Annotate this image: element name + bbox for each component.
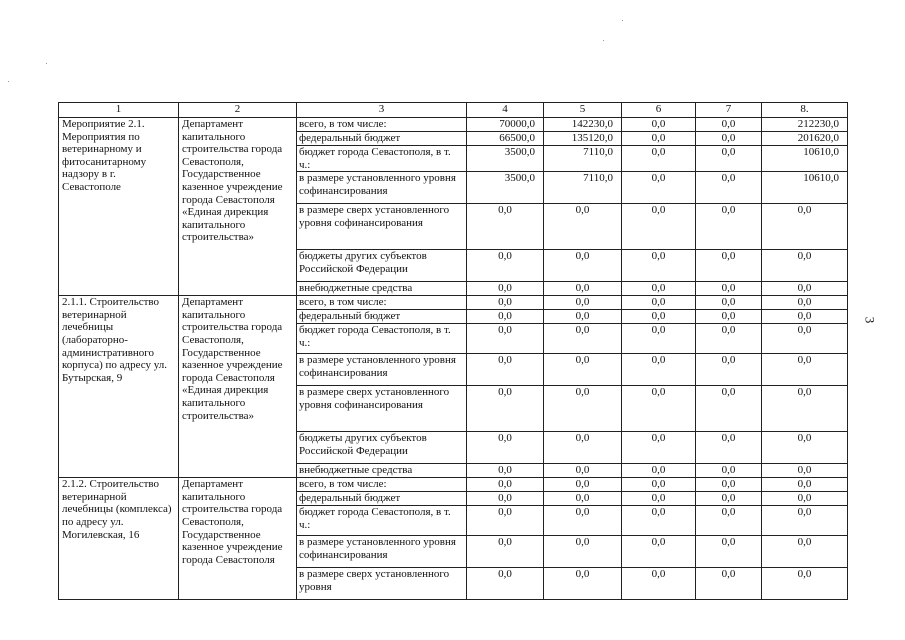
value-cell: 0,0 <box>696 492 762 506</box>
value-cell: 0,0 <box>696 118 762 132</box>
value-cell: 212230,0 <box>762 118 848 132</box>
value-cell: 0,0 <box>622 310 696 324</box>
value-cell: 0,0 <box>762 204 848 250</box>
funding-source-cell: всего, в том числе: <box>297 118 467 132</box>
value-cell: 0,0 <box>762 282 848 296</box>
header-cell: 3 <box>297 103 467 118</box>
value-cell: 0,0 <box>622 324 696 354</box>
value-cell: 0,0 <box>696 146 762 172</box>
table-row <box>59 296 848 310</box>
value-cell: 0,0 <box>696 478 762 492</box>
value-cell: 0,0 <box>622 386 696 432</box>
value-cell: 0,0 <box>762 536 848 568</box>
funding-source-cell: внебюджетные средства <box>297 282 467 296</box>
value-cell: 0,0 <box>467 324 544 354</box>
value-cell: 0,0 <box>762 478 848 492</box>
measure-cell: 2.1.2. Строительство ветеринарной лечебницы (комплекса) по адресу ул. Могилевская, 16 <box>59 478 179 600</box>
funding-source-cell: бюджеты других субъектов Российской Федерации <box>297 250 467 282</box>
funding-source-cell: федеральный бюджет <box>297 132 467 146</box>
funding-source-cell: в размере сверх установленного уровня софинансирования <box>297 386 467 432</box>
page-number: 3 <box>862 316 878 324</box>
value-cell: 0,0 <box>622 118 696 132</box>
funding-source-cell: в размере сверх установленного уровня <box>297 568 467 600</box>
value-cell: 0,0 <box>622 478 696 492</box>
value-cell: 142230,0 <box>544 118 622 132</box>
value-cell: 0,0 <box>622 432 696 464</box>
value-cell: 0,0 <box>467 464 544 478</box>
funding-source-cell: федеральный бюджет <box>297 492 467 506</box>
value-cell: 7110,0 <box>544 172 622 204</box>
value-cell: 0,0 <box>622 204 696 250</box>
value-cell: 0,0 <box>622 132 696 146</box>
value-cell: 135120,0 <box>544 132 622 146</box>
value-cell: 0,0 <box>622 354 696 386</box>
funding-source-cell: в размере установленного уровня софинансирования <box>297 172 467 204</box>
value-cell: 0,0 <box>622 492 696 506</box>
header-cell: 5 <box>544 103 622 118</box>
value-cell: 0,0 <box>544 324 622 354</box>
executor-cell: Департамент капитального строительства города Севастополя, Государственное казенное учреждение города Севастополя «Единая дирекция капитального строительства» <box>179 296 297 478</box>
funding-source-cell: внебюджетные средства <box>297 464 467 478</box>
value-cell: 0,0 <box>696 536 762 568</box>
value-cell: 70000,0 <box>467 118 544 132</box>
value-cell: 0,0 <box>696 172 762 204</box>
value-cell: 0,0 <box>622 506 696 536</box>
value-cell: 0,0 <box>696 354 762 386</box>
value-cell: 0,0 <box>762 296 848 310</box>
header-cell: 4 <box>467 103 544 118</box>
header-cell: 1 <box>59 103 179 118</box>
value-cell: 0,0 <box>622 568 696 600</box>
value-cell: 0,0 <box>622 296 696 310</box>
executor-cell: Департамент капитального строительства города Севастополя, Государственное казенное учреждение города Севастополя «Единая дирекция капитального строительства» <box>179 118 297 296</box>
value-cell: 3500,0 <box>467 146 544 172</box>
value-cell: 0,0 <box>696 310 762 324</box>
value-cell: 0,0 <box>467 310 544 324</box>
funding-source-cell: федеральный бюджет <box>297 310 467 324</box>
value-cell: 0,0 <box>696 250 762 282</box>
value-cell: 0,0 <box>544 250 622 282</box>
value-cell: 0,0 <box>762 324 848 354</box>
value-cell: 10610,0 <box>762 172 848 204</box>
header-cell: 6 <box>622 103 696 118</box>
header-cell: 7 <box>696 103 762 118</box>
value-cell: 0,0 <box>467 478 544 492</box>
header-cell: 8. <box>762 103 848 118</box>
header-row <box>59 103 848 118</box>
value-cell: 0,0 <box>622 536 696 568</box>
value-cell: 0,0 <box>696 282 762 296</box>
value-cell: 0,0 <box>544 464 622 478</box>
value-cell: 0,0 <box>762 386 848 432</box>
funding-source-cell: бюджет города Севастополя, в т. ч.: <box>297 146 467 172</box>
executor-cell: Департамент капитального строительства города Севастополя, Государственное казенное учреждение города Севастополя <box>179 478 297 600</box>
funding-source-cell: в размере сверх установленного уровня софинансирования <box>297 204 467 250</box>
value-cell: 0,0 <box>544 536 622 568</box>
value-cell: 0,0 <box>544 310 622 324</box>
value-cell: 0,0 <box>762 250 848 282</box>
value-cell: 0,0 <box>467 568 544 600</box>
value-cell: 0,0 <box>467 282 544 296</box>
funding-source-cell: в размере установленного уровня софинансирования <box>297 536 467 568</box>
value-cell: 0,0 <box>696 464 762 478</box>
value-cell: 0,0 <box>544 386 622 432</box>
value-cell: 0,0 <box>622 464 696 478</box>
funding-source-cell: всего, в том числе: <box>297 296 467 310</box>
value-cell: 0,0 <box>467 536 544 568</box>
value-cell: 0,0 <box>696 506 762 536</box>
value-cell: 0,0 <box>467 296 544 310</box>
value-cell: 0,0 <box>622 250 696 282</box>
table-row <box>59 118 848 132</box>
value-cell: 0,0 <box>467 506 544 536</box>
value-cell: 0,0 <box>544 296 622 310</box>
value-cell: 0,0 <box>544 282 622 296</box>
header-cell: 2 <box>179 103 297 118</box>
value-cell: 0,0 <box>696 568 762 600</box>
value-cell: 0,0 <box>696 386 762 432</box>
value-cell: 0,0 <box>544 354 622 386</box>
value-cell: 0,0 <box>467 354 544 386</box>
measure-cell: 2.1.1. Строительство ветеринарной лечебницы (лабораторно-административного корпуса) по адресу ул. Бутырская, 9 <box>59 296 179 478</box>
value-cell: 0,0 <box>544 432 622 464</box>
funding-source-cell: всего, в том числе: <box>297 478 467 492</box>
value-cell: 0,0 <box>762 492 848 506</box>
value-cell: 7110,0 <box>544 146 622 172</box>
value-cell: 0,0 <box>696 432 762 464</box>
value-cell: 0,0 <box>762 506 848 536</box>
value-cell: 66500,0 <box>467 132 544 146</box>
value-cell: 0,0 <box>544 506 622 536</box>
table-row <box>59 478 848 492</box>
value-cell: 0,0 <box>467 492 544 506</box>
value-cell: 201620,0 <box>762 132 848 146</box>
value-cell: 0,0 <box>467 386 544 432</box>
value-cell: 0,0 <box>467 432 544 464</box>
value-cell: 0,0 <box>622 146 696 172</box>
value-cell: 10610,0 <box>762 146 848 172</box>
value-cell: 0,0 <box>696 324 762 354</box>
value-cell: 0,0 <box>544 568 622 600</box>
value-cell: 0,0 <box>544 204 622 250</box>
value-cell: 0,0 <box>622 172 696 204</box>
value-cell: 0,0 <box>544 492 622 506</box>
value-cell: 0,0 <box>762 568 848 600</box>
value-cell: 0,0 <box>762 310 848 324</box>
funding-source-cell: бюджеты других субъектов Российской Федерации <box>297 432 467 464</box>
measure-cell: Мероприятие 2.1. Мероприятия по ветеринарному и фитосанитарному надзору в г. Севастополе <box>59 118 179 296</box>
value-cell: 0,0 <box>696 296 762 310</box>
funding-table <box>58 102 848 600</box>
value-cell: 0,0 <box>467 250 544 282</box>
value-cell: 0,0 <box>622 282 696 296</box>
value-cell: 0,0 <box>696 204 762 250</box>
value-cell: 3500,0 <box>467 172 544 204</box>
value-cell: 0,0 <box>544 478 622 492</box>
value-cell: 0,0 <box>696 132 762 146</box>
value-cell: 0,0 <box>762 354 848 386</box>
funding-source-cell: в размере установленного уровня софинансирования <box>297 354 467 386</box>
value-cell: 0,0 <box>467 204 544 250</box>
value-cell: 0,0 <box>762 432 848 464</box>
value-cell: 0,0 <box>762 464 848 478</box>
funding-source-cell: бюджет города Севастополя, в т. ч.: <box>297 324 467 354</box>
funding-source-cell: бюджет города Севастополя, в т. ч.: <box>297 506 467 536</box>
